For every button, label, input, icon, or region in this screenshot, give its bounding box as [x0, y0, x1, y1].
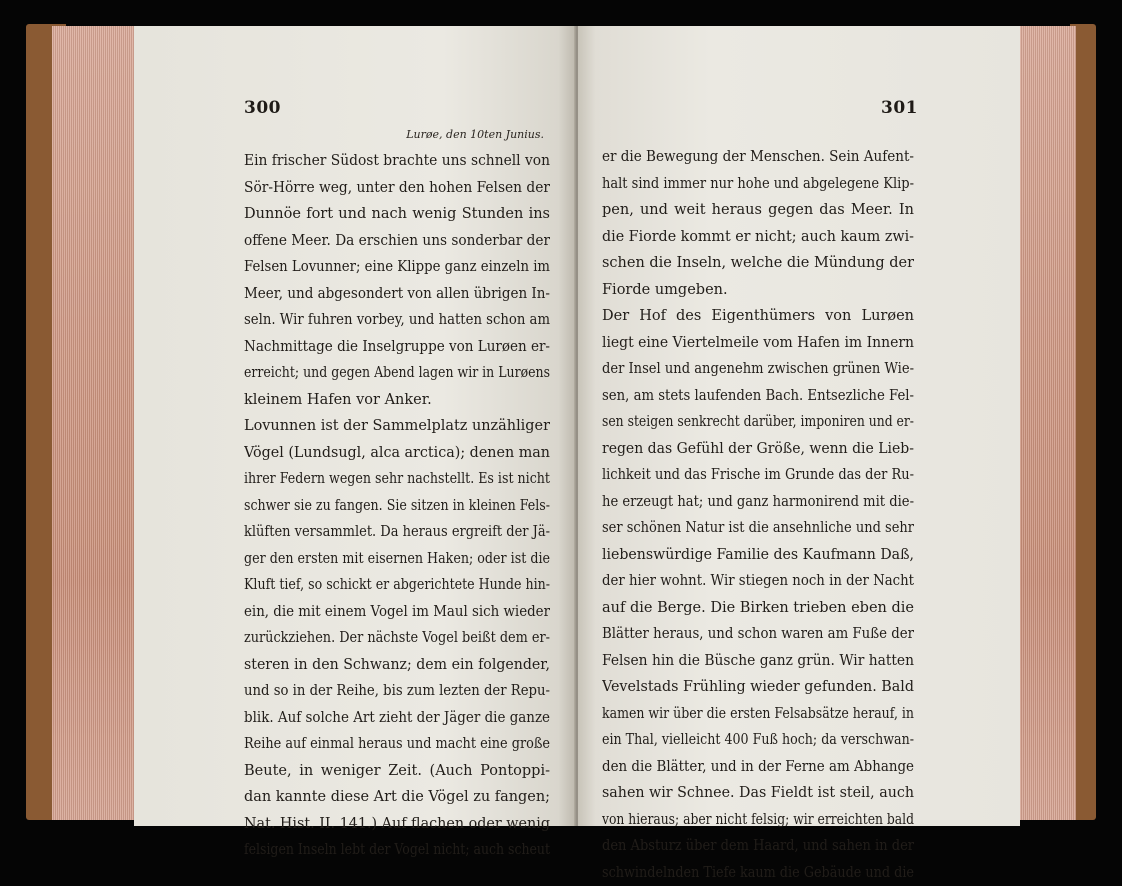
page-edges-left: [52, 26, 134, 820]
text-line: Vögel (Lundsugl, alca arctica); denen man: [244, 440, 550, 467]
text-line: steren in den Schwanz; dem ein folgender,: [244, 652, 550, 679]
text-line: kamen wir über die ersten Felsabsätze herauf, in: [602, 701, 914, 728]
text-line: Meer, und abgesondert von allen übrigen In-: [244, 281, 550, 308]
text-line: erreicht; und gegen Abend lagen wir in Lurøens: [244, 360, 550, 387]
text-line: Nachmittage die Inselgruppe von Lurøen er-: [244, 334, 550, 361]
page-number: 300: [244, 98, 281, 118]
text-line: Beute, in weniger Zeit. (Auch Pontoppi-: [244, 758, 550, 785]
running-head: Lurøe, den 10ten Junius.: [244, 128, 544, 141]
text-line: ein Thal, vielleicht 400 Fuß hoch; da verschwan-: [602, 727, 914, 754]
text-line: liegt eine Viertelmeile vom Hafen im Innern: [602, 330, 914, 357]
text-line: Nat. Hist. II. 141.) Auf flachen oder wenig: [244, 811, 550, 838]
text-line: ger den ersten mit eisernen Haken; oder ist die: [244, 546, 550, 573]
text-line: klüften versammlet. Da heraus ergreift der Jä-: [244, 519, 550, 546]
text-line: he erzeugt hat; und ganz harmonirend mit die-: [602, 489, 914, 516]
text-line: die Fiorde kommt er nicht; auch kaum zwi-: [602, 224, 914, 251]
text-line: Sör-Hörre weg, unter den hohen Felsen der: [244, 175, 550, 202]
text-line: Lovunnen ist der Sammelplatz unzähliger: [244, 413, 550, 440]
text-line: ser schönen Natur ist die ansehnliche und sehr: [602, 515, 914, 542]
text-line: Blätter heraus, und schon waren am Fuße der: [602, 621, 914, 648]
text-line: lichkeit und das Frische im Grunde das der Ru-: [602, 462, 914, 489]
text-line: zurückziehen. Der nächste Vogel beißt dem er-: [244, 625, 550, 652]
text-line: schwindelnden Tiefe kaum die Gebäude und die: [602, 860, 914, 886]
text-line: ihrer Federn wegen sehr nachstellt. Es ist nicht: [244, 466, 550, 493]
text-line: Vevelstads Frühling wieder gefunden. Bald: [602, 674, 914, 701]
text-line: schen die Inseln, welche die Mündung der: [602, 250, 914, 277]
page-edges-right: [1020, 26, 1076, 820]
text-line: sen steigen senkrecht darüber, imponiren und er-: [602, 409, 914, 436]
left-page: [134, 26, 576, 826]
text-line: Ein frischer Südost brachte uns schnell von: [244, 148, 550, 175]
text-line: der Insel und angenehm zwischen grünen Wie-: [602, 356, 914, 383]
text-line: halt sind immer nur hohe und abgelegene Klip-: [602, 171, 914, 198]
text-line: regen das Gefühl der Größe, wenn die Lieb-: [602, 436, 914, 463]
text-line: blik. Auf solche Art zieht der Jäger die ganze: [244, 705, 550, 732]
text-line: der hier wohnt. Wir stiegen noch in der Nacht: [602, 568, 914, 595]
text-line: sen, am stets laufenden Bach. Entsezliche Fel-: [602, 383, 914, 410]
text-line: Felsen hin die Büsche ganz grün. Wir hatten: [602, 648, 914, 675]
text-line: Kluft tief, so schickt er abgerichtete Hunde hin-: [244, 572, 550, 599]
text-line: und so in der Reihe, bis zum lezten der Repu-: [244, 678, 550, 705]
text-line: Fiorde umgeben.: [602, 277, 914, 304]
right-page: [578, 26, 1020, 826]
text-line: von hieraus; aber nicht felsig; wir erreichten bald: [602, 807, 914, 834]
text-line: Dunnöe fort und nach wenig Stunden ins: [244, 201, 550, 228]
text-line: kleinem Hafen vor Anker.: [244, 387, 550, 414]
text-line: liebenswürdige Familie des Kaufmann Daß,: [602, 542, 914, 569]
text-line: Reihe auf einmal heraus und macht eine große: [244, 731, 550, 758]
text-line: pen, und weit heraus gegen das Meer. In: [602, 197, 914, 224]
text-line: ein, die mit einem Vogel im Maul sich wieder: [244, 599, 550, 626]
text-line: schwer sie zu fangen. Sie sitzen in kleinen Fels-: [244, 493, 550, 520]
text-line: felsigen Inseln lebt der Vogel nicht; auch scheut: [244, 837, 550, 864]
right-text-block: [602, 144, 914, 886]
text-line: offene Meer. Da erschien uns sonderbar der: [244, 228, 550, 255]
text-line: auf die Berge. Die Birken trieben eben die: [602, 595, 914, 622]
text-line: dan kannte diese Art die Vögel zu fangen;: [244, 784, 550, 811]
text-line: seln. Wir fuhren vorbey, und hatten schon am: [244, 307, 550, 334]
left-text-block: [244, 148, 550, 864]
text-line: Der Hof des Eigenthümers von Lurøen: [602, 303, 914, 330]
text-line: den die Blätter, und in der Ferne am Abhange: [602, 754, 914, 781]
page-number: 301: [881, 98, 918, 118]
text-line: den Absturz über dem Haard, und sahen in der: [602, 833, 914, 860]
text-line: Felsen Lovunner; eine Klippe ganz einzeln im: [244, 254, 550, 281]
text-line: er die Bewegung der Menschen. Sein Aufent-: [602, 144, 914, 171]
text-line: sahen wir Schnee. Das Fieldt ist steil, auch: [602, 780, 914, 807]
